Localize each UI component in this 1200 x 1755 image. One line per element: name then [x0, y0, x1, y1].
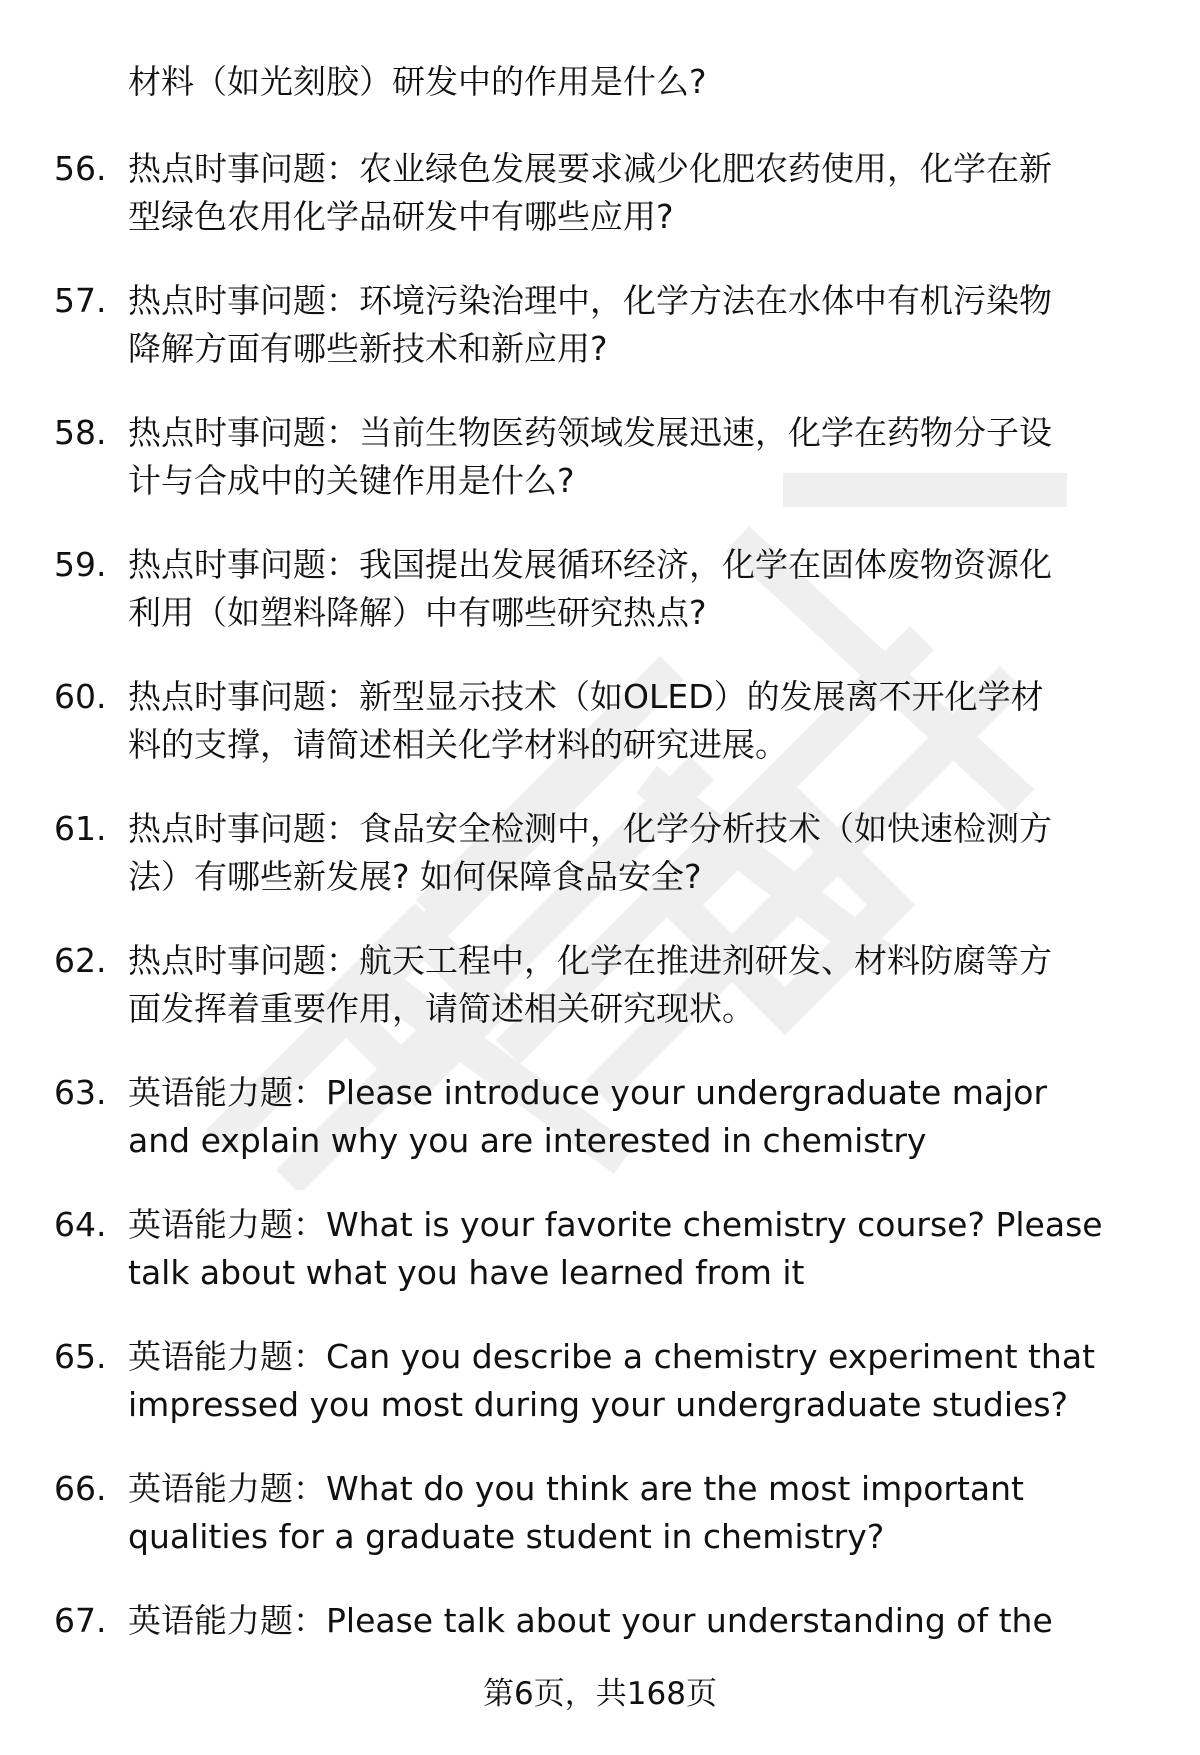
question-item	[0, 805, 1200, 937]
question-text-line: 料的支撑，请简述相关化学材料的研究进展。	[128, 725, 788, 764]
question-number: 59.	[54, 545, 107, 584]
question-item	[0, 1201, 1200, 1333]
question-item	[0, 1465, 1200, 1597]
question-item	[0, 1069, 1200, 1201]
question-text-line: 英语能力题：What do you think are the most important	[128, 1469, 1024, 1508]
question-text-line: and explain why you are interested in chemistry	[128, 1121, 927, 1160]
question-number: 67.	[54, 1601, 107, 1640]
question-text-line: 热点时事问题：食品安全检测中，化学分析技术（如快速检测方	[128, 809, 1052, 848]
question-text-line: impressed you most during your undergraduate studies?	[128, 1385, 1069, 1424]
question-number: 66.	[54, 1469, 107, 1508]
question-number: 65.	[54, 1337, 107, 1376]
question-item	[0, 937, 1200, 1069]
question-number: 56.	[54, 149, 107, 188]
question-number: 58.	[54, 413, 107, 452]
question-text	[128, 1597, 1140, 1645]
question-text-line: 热点时事问题：农业绿色发展要求减少化肥农药使用，化学在新	[128, 149, 1052, 188]
question-text-line: 型绿色农用化学品研发中有哪些应用?	[128, 197, 674, 236]
question-text-line: 计与合成中的关键作用是什么?	[128, 461, 575, 500]
question-text-line: 法）有哪些新发展? 如何保障食品安全?	[128, 857, 702, 896]
question-text-line: 利用（如塑料降解）中有哪些研究热点?	[128, 593, 707, 632]
question-text-line: 英语能力题：Can you describe a chemistry experiment that	[128, 1337, 1096, 1376]
question-text-line: 热点时事问题：环境污染治理中，化学方法在水体中有机污染物	[128, 281, 1052, 320]
question-text	[128, 1069, 1140, 1165]
question-text	[128, 1465, 1140, 1561]
continued-question-text: 材料（如光刻胶）研发中的作用是什么?	[128, 62, 707, 101]
question-list	[0, 145, 1200, 1729]
question-text-line: 热点时事问题：新型显示技术（如OLED）的发展离不开化学材	[128, 677, 1044, 716]
question-text-line: talk about what you have learned from it	[128, 1253, 805, 1292]
question-text-line: 英语能力题：What is your favorite chemistry course? Please	[128, 1205, 1103, 1244]
question-text-line: 热点时事问题：我国提出发展循环经济，化学在固体废物资源化	[128, 545, 1052, 584]
question-text	[128, 673, 1140, 769]
question-item	[0, 409, 1200, 541]
question-text-line: 热点时事问题：当前生物医药领域发展迅速，化学在药物分子设	[128, 413, 1052, 452]
question-item	[0, 673, 1200, 805]
question-item	[0, 1333, 1200, 1465]
question-text	[128, 1333, 1140, 1429]
question-number: 62.	[54, 941, 107, 980]
question-text-line: 热点时事问题：航天工程中，化学在推进剂研发、材料防腐等方	[128, 941, 1052, 980]
question-item	[0, 541, 1200, 673]
question-number: 64.	[54, 1205, 107, 1244]
question-text	[128, 409, 1140, 505]
question-text-line: 英语能力题：Please talk about your understanding of the	[128, 1601, 1053, 1640]
question-text	[128, 277, 1140, 373]
question-number: 57.	[54, 281, 107, 320]
question-text	[128, 937, 1140, 1033]
question-number: 63.	[54, 1073, 107, 1112]
question-text-line: 降解方面有哪些新技术和新应用?	[128, 329, 608, 368]
question-text	[128, 805, 1140, 901]
question-text-line: 面发挥着重要作用，请简述相关研究现状。	[128, 989, 755, 1028]
question-item	[0, 277, 1200, 409]
question-item	[0, 145, 1200, 277]
page-footer: 第6页，共168页	[483, 1676, 717, 1712]
question-number: 61.	[54, 809, 107, 848]
question-number: 60.	[54, 677, 107, 716]
question-text	[128, 1201, 1140, 1297]
question-text	[128, 541, 1140, 637]
question-text-line: 英语能力题：Please introduce your undergraduate major	[128, 1073, 1048, 1112]
question-text-line: qualities for a graduate student in chemistry?	[128, 1517, 885, 1556]
question-text	[128, 145, 1140, 241]
